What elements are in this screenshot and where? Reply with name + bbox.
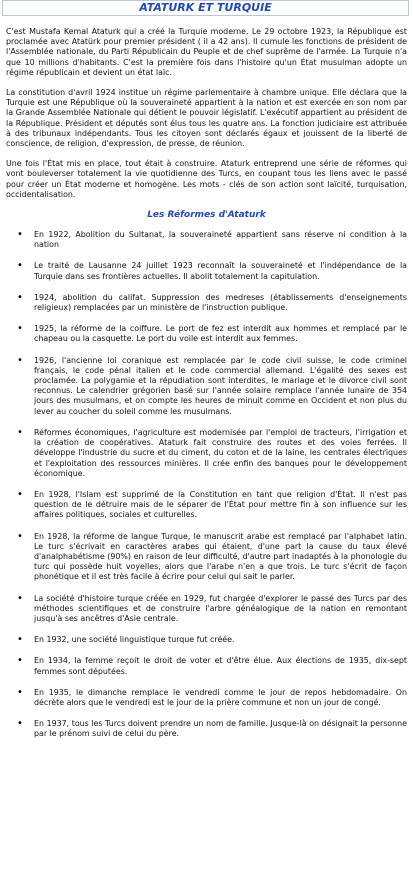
reform-text: En 1935, le dimanche remplace le vendredi comme le jour de repos hebdomadaire. On décrète alors que le vendredi est le jour de la prière commune et non un jour de congé. <box>34 687 407 707</box>
bullet-icon: • <box>17 655 23 667</box>
intro-paragraph: C'est Mustafa Kemal Ataturk qui a créé la Turquie moderne. Le 29 octobre 1923, la République est proclamée avec Atatürk pour premier président ( il a 42 ans). Il cumule les fonctions de président de l'Assemblée nationale, du Parti Républicain du Peuple et de chef suprême de l'armée. La Turquie n'a que 10 millions d'habitants. C'est la première fois dans l'histoire qu'un État musulman adopte un régime républicain et devient un état laïc. <box>6 27 407 77</box>
reform-text: En 1937, tous les Turcs doivent prendre un nom de famille. Jusque-là on désignait la personne par le prénom suivi de celui du père. <box>34 719 407 739</box>
bullet-icon: • <box>17 634 23 646</box>
list-item <box>6 324 407 344</box>
bullet-icon: • <box>17 488 23 500</box>
list-item <box>6 230 407 250</box>
bullet-icon: • <box>17 592 23 604</box>
bullet-icon: • <box>17 426 23 438</box>
page-title: ATATURK ET TURQUIE <box>2 0 409 16</box>
list-item <box>6 719 407 739</box>
bullet-icon: • <box>17 718 23 730</box>
list-item <box>6 594 407 625</box>
list-item <box>6 490 407 521</box>
reform-text: En 1928, l'Islam est supprimé de la Constitution en tant que religion d'État. Il n'est pas question de le détruire mais de le séparer de l'État pour mettre fin à son influence sur les affaires politiques, sociales et culturelles. <box>34 489 407 520</box>
list-item <box>6 261 407 281</box>
list-item <box>6 635 407 645</box>
reform-text: En 1922, Abolition du Sultanat, la souveraineté appartient sans réserve ni condition à la nation <box>34 230 407 250</box>
bullet-icon: • <box>17 530 23 542</box>
reform-text: En 1932, une société linguistique turque fut créée. <box>34 635 235 645</box>
reform-text: Réformes économiques, l'agriculture est modernisée par l'emploi de tracteurs, l'irrigation et la création de coopératives. Ataturk fait construire des routes et des voies ferrées. Il développe l'industrie du sucre et du ciment, du coton et de la laine, les centrales électriques et l'exploitation des ressources minières. Il crée enfin des banques pour le développement économique. <box>34 427 407 478</box>
reform-text: 1924, abolition du califat. Suppression des medreses (établissements d'enseignements religieux) remplacées par un ministère de l'instruction publique. <box>34 292 407 313</box>
list-item <box>6 428 407 479</box>
list-item <box>6 688 407 708</box>
bullet-icon: • <box>17 686 23 698</box>
bullet-icon: • <box>17 229 23 241</box>
list-item <box>6 293 407 313</box>
list-item <box>6 656 407 676</box>
reform-text: Le traité de Lausanne 24 juillet 1923 reconnaît la souveraineté et l'indépendance de la Turquie dans ses frontières actuelles. Il abolit totalement la capitulation. <box>34 261 407 281</box>
bullet-icon: • <box>17 291 23 303</box>
reform-text: En 1928, la réforme de langue Turque, le manuscrit arabe est remplacé par l'alphabet latin. Le turc s'écrivait en caractères arabes qui étaient, d'une part la cause du taux élevé d'analphabétisme (90%) en raison de leur difficulté, d'autre part inadaptés à la phonologie du turc qui possède huit voyelles, alors que l'arabe n'en a que trois. Le turc s'écrit de façon phonétique et il est très facile à écrire pour celui qui sait le parler. <box>34 531 407 582</box>
article-body <box>6 27 407 751</box>
intro-paragraph: Une fois l'État mis en place, tout était à construire. Ataturk entreprend une série de réformes qui vont bouleverser totalement la vie quotidienne des Turcs, en coupant tous les liens avec le passé pour créer un État moderne et homogène. Les mots - clés de son action sont laïcité, turquisation, occidentalisation. <box>6 159 407 199</box>
reform-text: 1926, l'ancienne loi coranique est remplacée par le code civil suisse, le code criminel français, le code pénal italien et le code commercial allemand. L'égalité des sexes est proclamée. La polygamie et la répudiation sont interdites, le mariage et le divorce civil sont reconnus. Le calendrier grégorien basé sur l'année solaire remplace l'année lunaire de 354 jours des musulmans, et on compte les heures de minuit comme en Occident et non plus du lever au coucher du soleil comme les musulmans. <box>34 355 407 416</box>
list-item <box>6 532 407 583</box>
reform-text: 1925, la réforme de la coiffure. Le port de fez est interdit aux hommes et remplacé par le chapeau ou la casquette. Le port du voile est interdit aux femmes. <box>34 324 407 344</box>
bullet-icon: • <box>17 354 23 366</box>
bullet-icon: • <box>17 260 23 272</box>
reforms-list <box>6 230 407 740</box>
reform-text: En 1934, la femme reçoit le droit de voter et d'être élue. Aux élections de 1935, dix-sept femmes sont députées. <box>34 656 407 676</box>
bullet-icon: • <box>17 323 23 335</box>
reforms-heading: Les Réformes d'Ataturk <box>147 210 266 221</box>
reform-text: La société d'histoire turque créée en 1929, fut chargée d'explorer le passé des Turcs par des méthodes scientifiques et de construire l'arbre généalogique de la nation en remontant jusqu'à ses ancêtres d'Asie centrale. <box>34 593 407 623</box>
list-item <box>6 356 407 417</box>
intro-paragraph: La constitution d'avril 1924 institue un régime parlementaire à chambre unique. Elle déclara que la Turquie est une République où la souveraineté appartient à la nation et est exercée en son nom par la Grande Assemblée Nationale qui détient le pouvoir législatif. L'exécutif appartient au président de la République. Président et députés sont élus tous les quatre ans. La fonction judiciaire est attribuée à des tribunaux indépendants. Tous les citoyen sont déclarés égaux et jouissent de la liberté de conscience, de religion, d'expression, de presse, de réunion. <box>6 88 407 149</box>
